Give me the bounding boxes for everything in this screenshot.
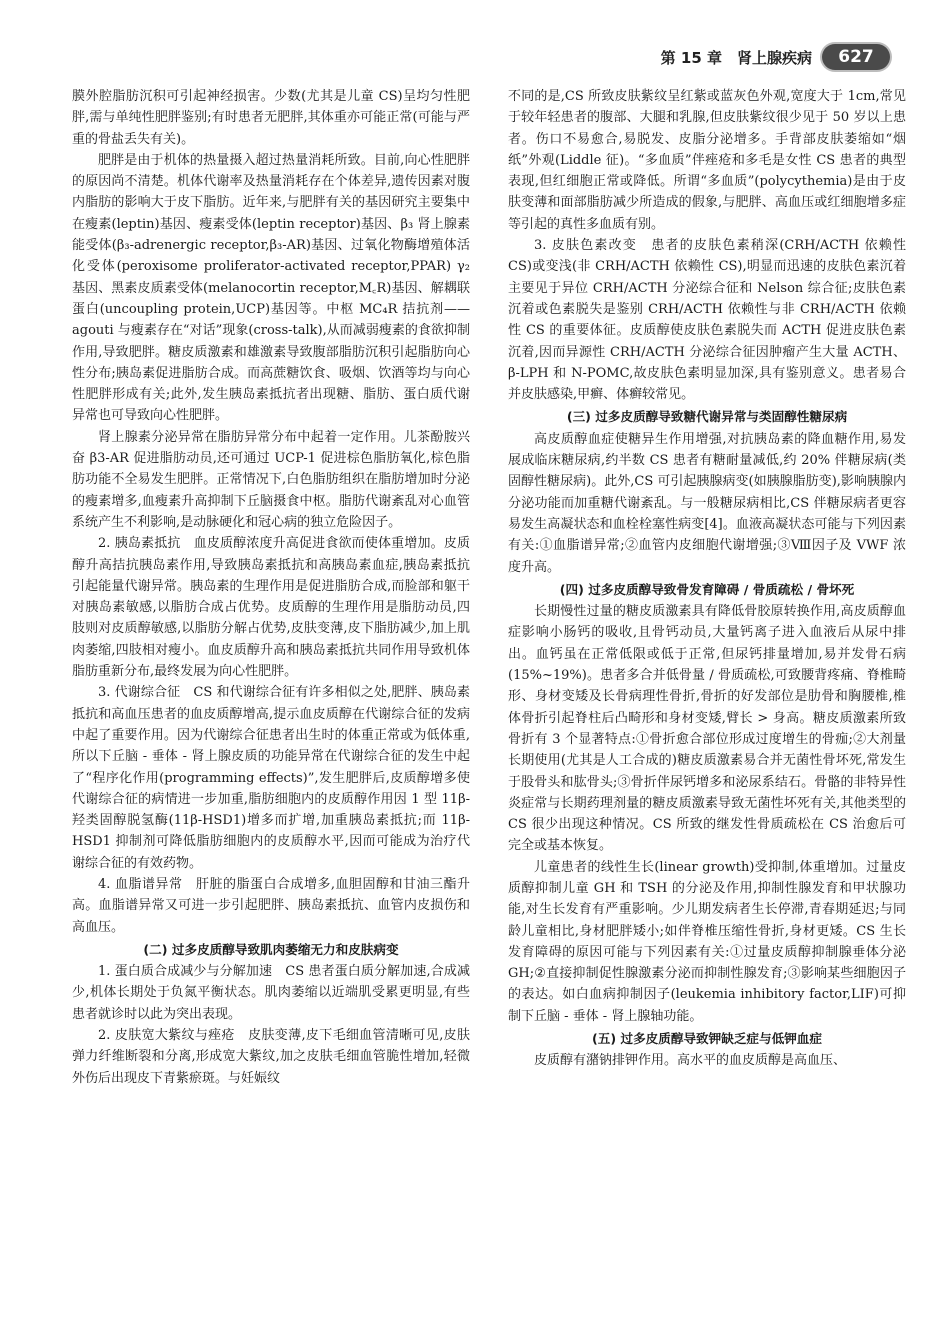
paragraph: 2. 胰岛素抵抗 血皮质醇浓度升高促进食欲而使体重增加。皮质醇升高拮抗胰岛素作用,导致胰岛素抵抗和高胰岛素血症,胰岛素抵抗引起能量代谢异常。胰岛素的生理作用是促进脂肪合成,而脸部和躯干对胰岛素敏感,以脂肪合成占优势。皮质醇的生理作用是脂肪动员,四肢则对皮质醇敏感,以脂肪分解占优势,皮肤变薄,皮下脂肪减少,加上肌肉萎缩,四肢相对瘦小。血皮质醇升高和胰岛素抵抗共同作用导致机体脂肪重新分布,最终发展为向心性肥胖。 (72, 536, 470, 680)
paragraph: 肥胖是由于机体的热量摄入超过热量消耗所致。目前,向心性肥胖的原因尚不清楚。机体代谢率及热量消耗存在个体差异,遗传因素对腹内脂肪的影响大于皮下脂肪。近年来,与肥胖有关的基因研究主要集中在瘦素(leptin)基因、瘦素受体(leptin receptor)基因、β₃ 肾上腺素能受体(β₃-adrenergic receptor,β₃-AR)基因、过氧化物酶增殖体活化受体(peroxisome proliferator-activated receptor,PPAR) γ₂ 基因、黑素皮质素受体(melanocortin receptor,M꜀R)基因、解耦联蛋白(uncoupling protein,UCP)基因等。中枢 MC₄R 拮抗剂——agouti 与瘦素存在“对话”现象(cross-talk),从而减弱瘦素的食欲抑制作用,导致肥胖。糖皮质激素和雄激素导致腹部脂肪沉积引起脂肪向心性分布;胰岛素促进脂肪合成。而高蔗糖饮食、吸烟、饮酒等均与向心性肥胖形成有关;此外,发生胰岛素抵抗者出现糖、脂肪、蛋白质代谢异常也可导致向心性肥胖。 (72, 152, 470, 424)
paragraph: 3. 皮肤色素改变 患者的皮肤色素稍深(CRH/ACTH 依赖性 CS)或变浅(非 CRH/ACTH 依赖性 CS),明显而迅速的皮肤色素沉着主要见于异位 CRH/ACTH 分泌综合征和 Nelson 综合征;皮肤色素沉着或色素脱失是鉴别 CRH/ACTH 依赖性与非 CRH/ACTH 依赖性 CS 的重要体征。皮质醇使皮肤色素脱失而 ACTH 促进皮肤色素沉着,因而异源性 CRH/ACTH 分泌综合征因肿瘤产生大量 ACTH、β-LPH 和 N-POMC,故皮肤色素明显加深,具有鉴别意义。患者易合并皮肤感染,甲癣、体癣较常见。 (508, 238, 906, 403)
paragraph: 3. 代谢综合征 CS 和代谢综合征有许多相似之处,肥胖、胰岛素抵抗和高血压患者的血皮质醇增高,提示血皮质醇在代谢综合征的发病中起了重要作用。因为代谢综合征患者出生时的体重正常或为低体重,所以下丘脑 - 垂体 - 肾上腺皮质的功能异常在代谢综合征的发生中起了“程序化作用(programming effects)”,发生肥胖后,皮质醇增多使代谢综合征的病情进一步加重,脂肪细胞内的皮质醇作用因 1 型 11β- 羟类固醇脱氢酶(11β-HSD1)增多而扩增,加重胰岛素抵抗;而 11β-HSD1 抑制剂可降低脂肪细胞内的皮质醇水平,因而可能成为治疗代谢综合征的有效药物。 (72, 685, 470, 871)
paragraph: 不同的是,CS 所致皮肤紫纹呈红紫或蓝灰色外观,宽度大于 1cm,常见于较年轻患者的腹部、大腿和乳腺,但皮肤紫纹很少见于 50 岁以上患者。伤口不易愈合,易脱发、皮脂分泌增多。手背部皮肤萎缩如“烟纸”外观(Liddle 征)。“多血质”伴痤疮和多毛是女性 CS 患者的典型表现,但红细胞正常或降低。所谓“多血质”(polycythemia)是由于皮肤变薄和面部脂肪减少所造成的假象,与肥胖、高血压或红细胞增多症等引起的真性多血质有别。 (508, 89, 906, 232)
paragraph: 皮质醇有潴钠排钾作用。高水平的血皮质醇是高血压、 (534, 1053, 847, 1069)
paragraph: 4. 血脂谱异常 肝脏的脂蛋白合成增多,血胆固醇和甘油三酯升高。血脂谱异常又可进一步引起肥胖、胰岛素抵抗、血管内皮损伤和高血压。 (72, 876, 470, 935)
paragraph: 儿童患者的线性生长(linear growth)受抑制,体重增加。过量皮质醇抑制儿童 GH 和 TSH 的分泌及作用,抑制性腺发育和甲状腺功能,对生长发育有严重影响。少儿期发病者生长停滞,青春期延迟;与同龄儿童相比,身材肥胖矮小;如伴脊椎压缩性骨折,身材更矮。CS 生长发育障碍的原因可能与下列因素有关:①过量皮质醇抑制腺垂体分泌 GH;②直接抑制促性腺激素分泌而抑制性腺发育;③影响某些细胞因子的表达。如白血病抑制因子(leukemia inhibitory factor,LIF)可抑制下丘脑 - 垂体 - 肾上腺轴功能。 (508, 859, 906, 1024)
section-heading: (四) 过多皮质醇导致骨发育障碍 / 骨质疏松 / 骨坏死 (559, 581, 855, 597)
paragraph: 高皮质醇血症使糖异生作用增强,对抗胰岛素的降血糖作用,易发展成临床糖尿病,约半数 CS 患者有糖耐量减低,约 20% 伴糖尿病(类固醇性糖尿病)。此外,CS 可引起胰腺病变(如胰腺脂肪变),影响胰腺内分泌功能而加重糖代谢紊乱。与一般糖尿病相比,CS 伴糖尿病者更容易发生高凝状态和血栓栓塞性病变[4]。血液高凝状态可能与下列因素有关:①血脂谱异常;②血管内皮细胞代谢增强;③Ⅷ因子及 VWF 浓度升高。 (508, 431, 906, 575)
page-number-badge: 627 (822, 44, 890, 70)
paragraph: 膜外腔脂肪沉积可引起神经损害。少数(尤其是儿童 CS)呈均匀性肥胖,需与单纯性肥胖鉴别;有时患者无肥胖,其体重亦可能正常(可能与严重的骨盐丢失有关)。 (72, 89, 470, 147)
section-heading: (三) 过多皮质醇导致糖代谢异常与类固醇性糖尿病 (566, 409, 848, 425)
running-header (661, 44, 890, 70)
paragraph: 2. 皮肤宽大紫纹与痤疮 皮肤变薄,皮下毛细血管清晰可见,皮肤弹力纤维断裂和分离,形成宽大紫纹,加之皮肤毛细血管脆性增加,轻微外伤后出现皮下青紫瘀斑。与妊娠纹 (72, 1028, 470, 1086)
right-column (508, 86, 906, 1072)
section-heading: (五) 过多皮质醇导致钾缺乏症与低钾血症 (592, 1031, 822, 1047)
paragraph: 1. 蛋白质合成减少与分解加速 CS 患者蛋白质分解加速,合成减少,机体长期处于负氮平衡状态。肌肉萎缩以近端肌受累更明显,有些患者就诊时以此为突出表现。 (72, 964, 470, 1022)
left-column (72, 86, 470, 1089)
chapter-title: 第 15 章 肾上腺疾病 (660, 48, 812, 67)
paragraph: 长期慢性过量的糖皮质激素具有降低骨胶原转换作用,高皮质醇血症影响小肠钙的吸收,且骨钙动员,大量钙离子进入血液后从尿中排出。血钙虽在正常低限或低于正常,但尿钙排量增加,易并发骨石病(15%~19%)。患者多合并低骨量 / 骨质疏松,可致腰背疼痛、脊椎畸形、身材变矮及长骨病理性骨折,骨折的好发部位是肋骨和胸腰椎,椎体骨折引起脊柱后凸畸形和身材变矮,臂长 > 身高。糖皮质激素所致骨折有 3 个显著特点:①骨折愈合部位形成过度增生的骨痂;②大剂量长期使用(尤其是人工合成的)糖皮质激素易合并无菌性骨坏死,常发生于股骨头和肱骨头;③骨折伴尿钙增多和泌尿系结石。骨骼的非特异性炎症常与长期药理剂量的糖皮质激素导致无菌性坏死有关,其他类型的 CS 很少出现这种情况。CS 所致的继发性骨质疏松在 CS 治愈后可完全或基本恢复。 (508, 604, 906, 854)
paragraph: 肾上腺素分泌异常在脂肪异常分布中起着一定作用。儿茶酚胺兴奋 β3-AR 促进脂肪动员,还可通过 UCP-1 促进棕色脂肪氧化,棕色脂肪功能不全易发生肥胖。正常情况下,白色脂肪组织在脂肪增加时分泌的瘦素增多,血瘦素升高抑制下丘脑摄食中枢。脂肪代谢紊乱对心血管系统产生不利影响,是动脉硬化和冠心病的独立危险因子。 (72, 429, 470, 530)
section-heading: (二) 过多皮质醇导致肌肉萎缩无力和皮肤病变 (143, 941, 399, 957)
